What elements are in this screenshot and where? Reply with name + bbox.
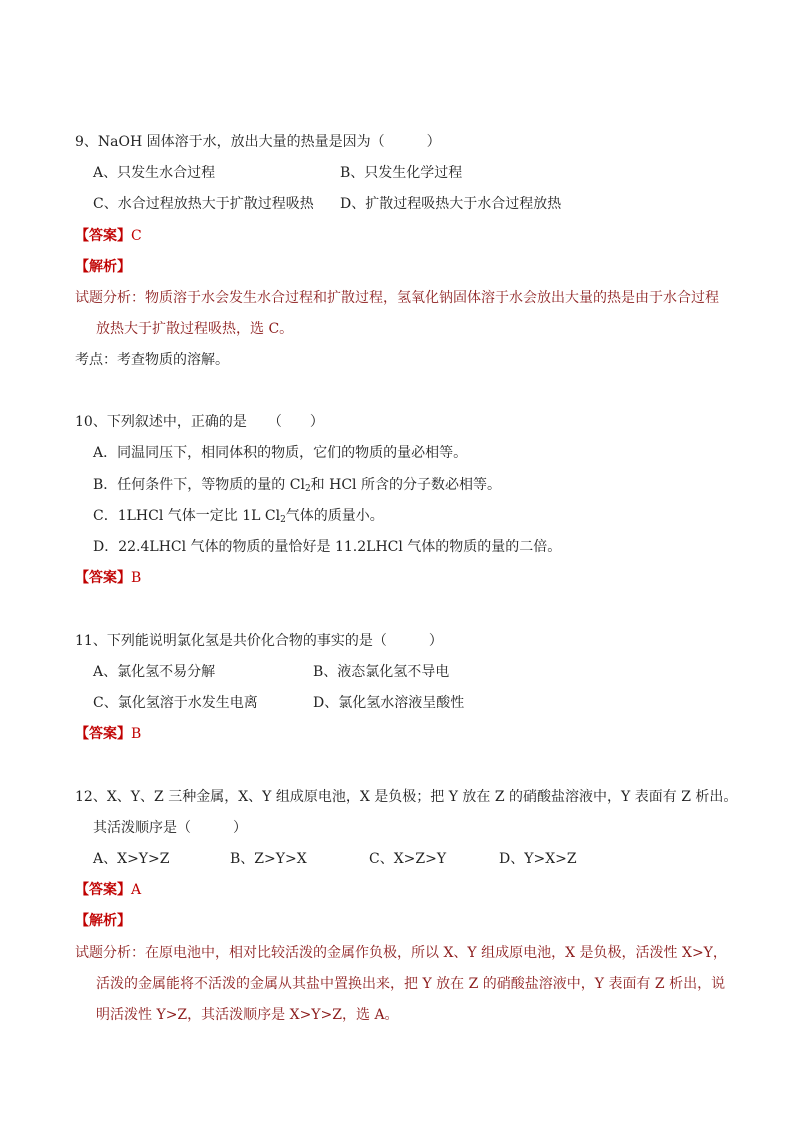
question-10-stem: 10、下列叙述中，正确的是 （ ） — [75, 414, 324, 430]
question-9-option-b: B、只发生化学过程 — [340, 165, 463, 181]
answer-label: 【答案】 — [75, 228, 131, 244]
option-c-subscript: 2 — [280, 515, 286, 525]
question-12-option-c: C、X>Z>Y — [369, 851, 447, 867]
answer-value: B — [131, 570, 142, 586]
option-b-text-start: B．任何条件下，等物质的量的 Cl — [93, 477, 305, 493]
question-9-analysis-line-1: 试题分析：物质溶于水会发生水合过程和扩散过程，氢氧化钠固体溶于水会放出大量的热是由于水合过程 — [75, 290, 719, 306]
question-9-kaodian: 考点：考查物质的溶解。 — [75, 352, 229, 368]
question-9-option-c: C、水合过程放热大于扩散过程吸热 — [93, 196, 314, 212]
answer-value: A — [131, 882, 142, 898]
question-11-option-a: A、氯化氢不易分解 — [93, 664, 216, 680]
option-b-text-end: 和 HCl 所含的分子数必相等。 — [310, 477, 501, 493]
answer-label: 【答案】 — [75, 726, 131, 742]
question-12-analysis-line-1: 试题分析：在原电池中，相对比较活泼的金属作负极，所以 X、Y 组成原电池，X 是负极，活泼性 X>Y， — [75, 945, 727, 961]
answer-value: C — [131, 228, 142, 244]
answer-value: B — [131, 726, 142, 742]
question-12-stem-line-2: 其活泼顺序是（ ） — [93, 820, 247, 836]
question-10-option-d: D．22.4LHCl 气体的物质的量恰好是 11.2LHCl 气体的物质的量的二倍。 — [93, 539, 562, 555]
question-9-option-d: D、扩散过程吸热大于水合过程放热 — [340, 196, 562, 212]
question-10-answer — [75, 568, 141, 588]
question-11-option-d: D、氯化氢水溶液呈酸性 — [313, 695, 465, 711]
question-11-answer — [75, 724, 141, 744]
question-9-analysis-line-2: 放热大于扩散过程吸热，选 C。 — [96, 321, 294, 337]
question-12-analysis-line-2: 活泼的金属能将不活泼的金属从其盐中置换出来，把 Y 放在 Z 的硝酸盐溶液中，Y 表面有 Z 析出，说 — [96, 976, 726, 992]
question-10-option-c — [93, 506, 384, 530]
question-9-analysis-label: 【解析】 — [75, 259, 131, 275]
question-9-answer — [75, 226, 142, 246]
question-12-analysis-label: 【解析】 — [75, 913, 131, 929]
question-9-stem: 9、NaOH 固体溶于水，放出大量的热量是因为（ ） — [75, 134, 441, 150]
option-c-text-end: 气体的质量小。 — [285, 508, 384, 524]
question-11-option-c: C、氯化氢溶于水发生电离 — [93, 695, 258, 711]
answer-label: 【答案】 — [75, 882, 131, 898]
question-10-option-b — [93, 475, 501, 499]
question-12-option-a: A、X>Y>Z — [93, 851, 170, 867]
option-c-text-start: C．1LHCl 气体一定比 1L Cl — [93, 508, 281, 524]
question-12-option-d: D、Y>X>Z — [499, 851, 577, 867]
answer-label: 【答案】 — [75, 570, 131, 586]
question-10-option-a: A．同温同压下，相同体积的物质，它们的物质的量必相等。 — [93, 445, 468, 461]
question-11-option-b: B、液态氯化氢不导电 — [313, 664, 450, 680]
question-11-stem: 11、下列能说明氯化氢是共价化合物的事实的是（ ） — [75, 633, 443, 649]
option-b-subscript: 2 — [304, 484, 311, 494]
question-12-stem-line-1: 12、X、Y、Z 三种金属，X、Y 组成原电池，X 是负极；把 Y 放在 Z 的硝酸盐溶液中，Y 表面有 Z 析出。 — [75, 789, 738, 805]
question-9-option-a: A、只发生水合过程 — [93, 165, 216, 181]
question-12-answer — [75, 880, 141, 900]
question-12-analysis-line-3: 明活泼性 Y>Z，其活泼顺序是 X>Y>Z，选 A。 — [96, 1007, 399, 1023]
question-12-option-b: B、Z>Y>X — [230, 851, 307, 867]
